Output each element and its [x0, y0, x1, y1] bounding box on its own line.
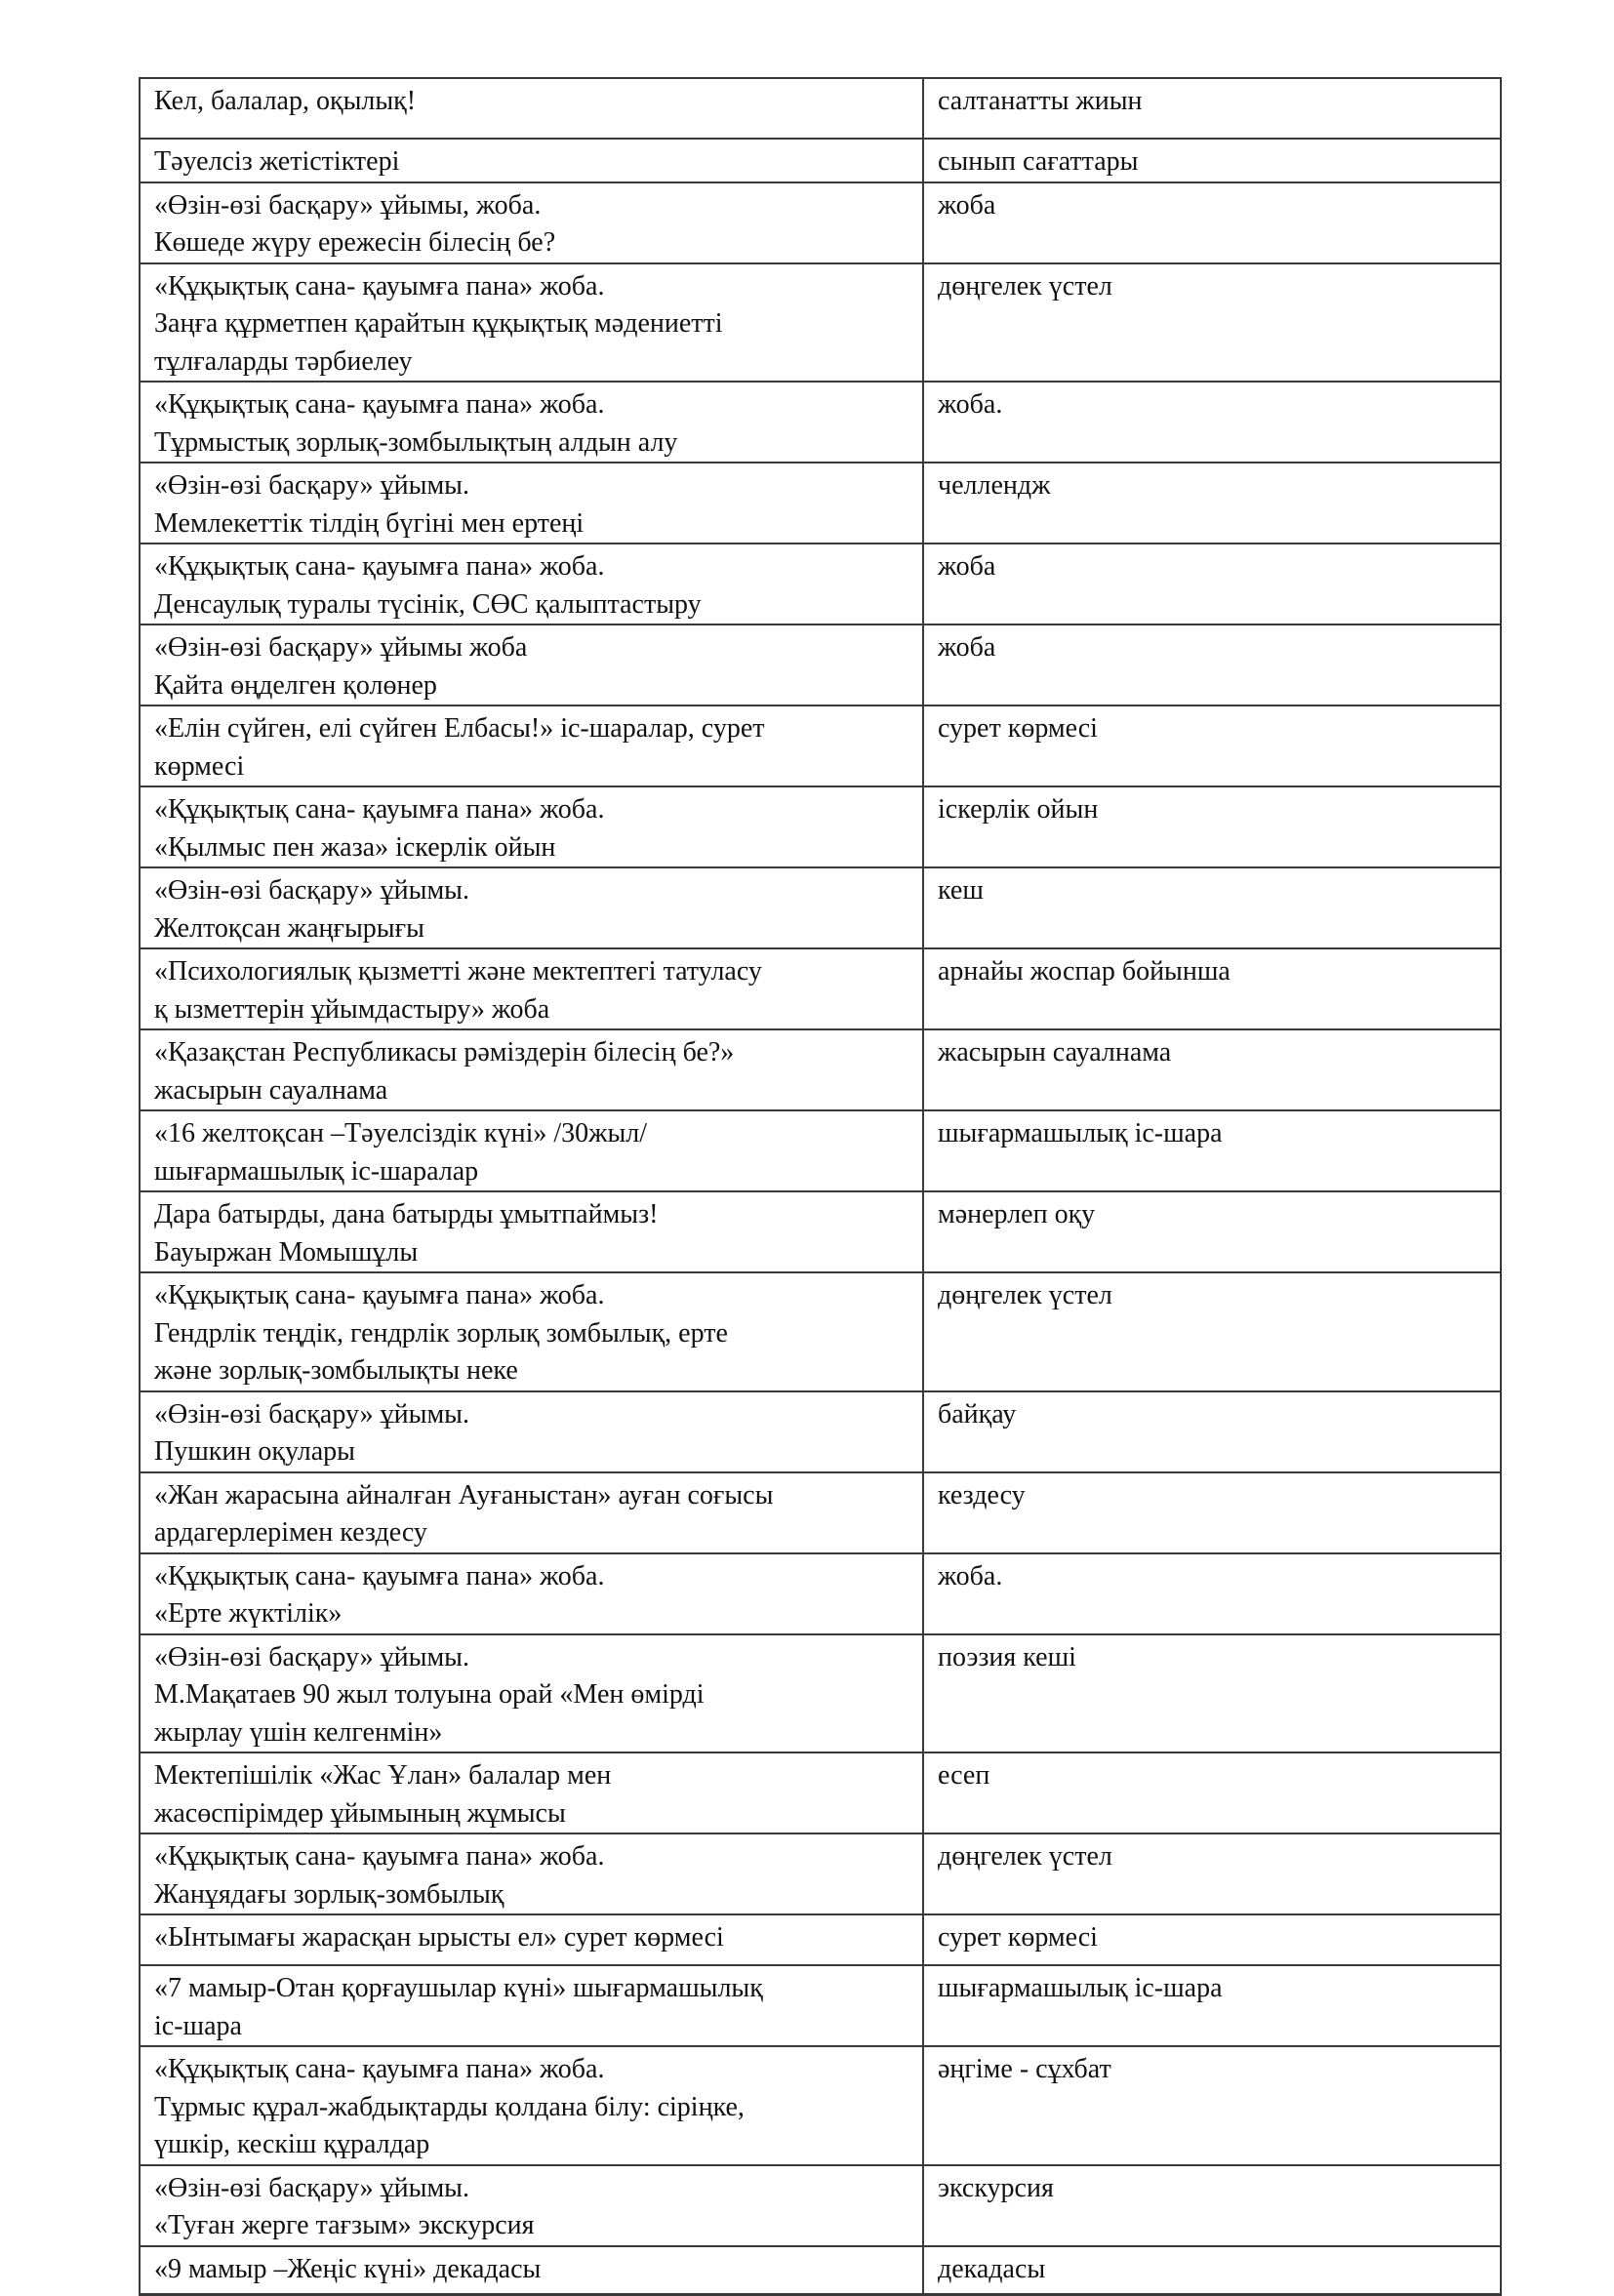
format-text: салтанатты жиын: [938, 86, 1143, 116]
format-text: жоба: [938, 551, 996, 582]
format-text: декадасы: [938, 2253, 1046, 2284]
table-row: [140, 1553, 1501, 1634]
event-text-line: «Өзін-өзі басқару» ұйымы жоба: [154, 632, 528, 663]
format-cell: [923, 544, 1501, 624]
event-cell: [140, 2165, 923, 2246]
event-text-line: Заңға құрметпен қарайтын құқықтық мәдениетті: [154, 308, 723, 339]
format-cell: [923, 1965, 1501, 2046]
event-text-line: «Құқықтық сана- қауымға пана» жоба.: [154, 551, 605, 582]
format-text: есеп: [938, 1760, 990, 1791]
table-row: [140, 624, 1501, 705]
event-cell: [140, 1914, 923, 1965]
format-text: шығармашылық іс-шара: [938, 1118, 1223, 1148]
format-cell: [923, 1029, 1501, 1110]
format-cell: [923, 1752, 1501, 1833]
table-row: [140, 1029, 1501, 1110]
format-cell: [923, 139, 1501, 182]
table-row: [140, 463, 1501, 544]
format-cell: [923, 1391, 1501, 1472]
event-text-line: Көшеде жүру ережесін білесің бе?: [154, 227, 556, 258]
event-text-line: «Өзін-өзі басқару» ұйымы.: [154, 1641, 469, 1672]
format-text: дөңгелек үстел: [938, 1841, 1112, 1872]
format-cell: [923, 463, 1501, 544]
format-text: іскерлік ойын: [938, 794, 1099, 825]
event-text-line: «Ынтымағы жарасқан ырысты ел» сурет көрмесі: [154, 1922, 724, 1953]
event-text-line: қ ызметтерін ұйымдастыру» жоба: [154, 993, 550, 1025]
format-text: сурет көрмесі: [938, 713, 1098, 744]
format-text: жоба.: [938, 389, 1003, 420]
event-text-line: жасырын сауалнама: [154, 1074, 388, 1106]
event-cell: [140, 182, 923, 263]
format-cell: [923, 2046, 1501, 2165]
event-text-line: үшкір, кескіш құралдар: [154, 2129, 430, 2159]
format-text: арнайы жоспар бойынша: [938, 956, 1231, 987]
event-text-line: «Өзін-өзі басқару» ұйымы.: [154, 1398, 469, 1430]
format-text: сынып сағаттары: [938, 146, 1139, 177]
format-text: әңгіме - сұхбат: [938, 2054, 1111, 2084]
table-row: [140, 786, 1501, 867]
event-cell: [140, 544, 923, 624]
table-row: [140, 1110, 1501, 1191]
format-text: жасырын сауалнама: [938, 1037, 1172, 1067]
table-row: [140, 182, 1501, 263]
event-text-line: Денсаулық туралы түсінік, СӨС қалыптастыру: [154, 588, 702, 620]
table-row: [140, 263, 1501, 383]
event-cell: [140, 786, 923, 867]
format-cell: [923, 182, 1501, 263]
event-text-line: «Өзін-өзі басқару» ұйымы, жоба.: [154, 189, 542, 221]
table-row: [140, 382, 1501, 463]
event-text-line: көрмесі: [154, 750, 245, 782]
event-text-line: Мемлекеттік тілдің бүгіні мен ертеңі: [154, 507, 585, 539]
events-table-body: [140, 78, 1501, 2295]
event-text-line: іс-шара: [154, 2010, 242, 2041]
event-text-line: жырлау үшін келгенмін»: [154, 1716, 443, 1748]
event-text-line: Дара батырды, дана батырды ұмытпаймыз!: [154, 1199, 659, 1229]
event-text-line: Жанұядағы зорлық-зомбылық: [154, 1878, 504, 1910]
format-text: жоба.: [938, 1560, 1003, 1591]
event-cell: [140, 1191, 923, 1272]
event-text-line: Кел, балалар, оқылық!: [154, 86, 417, 116]
event-cell: [140, 624, 923, 705]
event-cell: [140, 2046, 923, 2165]
format-cell: [923, 867, 1501, 948]
event-text-line: «Елін сүйген, елі сүйген Елбасы!» іс-шаралар, сурет: [154, 713, 765, 744]
event-cell: [140, 463, 923, 544]
event-cell: [140, 78, 923, 139]
format-cell: [923, 786, 1501, 867]
event-cell: [140, 2246, 923, 2295]
event-cell: [140, 1272, 923, 1391]
event-cell: [140, 1472, 923, 1553]
format-cell: [923, 2165, 1501, 2246]
event-text-line: Тұрмыс құрал-жабдықтарды қолдана білу: сіріңке,: [154, 2091, 745, 2122]
format-cell: [923, 2246, 1501, 2295]
format-cell: [923, 1914, 1501, 1965]
table-row: [140, 2046, 1501, 2165]
table-row: [140, 1191, 1501, 1272]
event-cell: [140, 1965, 923, 2046]
format-cell: [923, 1833, 1501, 1914]
event-text-line: шығармашылық іс-шаралар: [154, 1155, 479, 1187]
format-text: экскурсия: [938, 2172, 1054, 2203]
event-text-line: «Ерте жүктілік»: [154, 1598, 343, 1629]
event-text-line: және зорлық-зомбылықты неке: [154, 1355, 518, 1386]
format-text: жоба: [938, 632, 996, 663]
format-cell: [923, 382, 1501, 463]
event-cell: [140, 1634, 923, 1753]
event-cell: [140, 139, 923, 182]
event-cell: [140, 263, 923, 383]
event-text-line: «Өзін-өзі басқару» ұйымы.: [154, 875, 469, 906]
event-text-line: «Құқықтық сана- қауымға пана» жоба.: [154, 2054, 605, 2084]
table-row: [140, 78, 1501, 139]
event-text-line: «Құқықтық сана- қауымға пана» жоба.: [154, 1841, 605, 1872]
table-row: [140, 1914, 1501, 1965]
event-text-line: Мектепішілік «Жас Ұлан» балалар мен: [154, 1760, 612, 1791]
event-cell: [140, 867, 923, 948]
format-text: шығармашылық іс-шара: [938, 1973, 1223, 2003]
event-text-line: «7 мамыр-Отан қорғаушылар күні» шығармашылық: [154, 1973, 763, 2003]
format-text: дөңгелек үстел: [938, 1280, 1112, 1310]
format-text: байқау: [938, 1398, 1017, 1430]
event-text-line: «Жан жарасына айналған Ауғаныстан» ауған соғысы: [154, 1479, 774, 1511]
event-text-line: Желтоқсан жаңғырығы: [154, 912, 424, 944]
table-row: [140, 1965, 1501, 2046]
event-text-line: Қайта өңделген қолөнер: [154, 669, 437, 701]
event-cell: [140, 948, 923, 1029]
event-text-line: Пушкин оқулары: [154, 1436, 355, 1467]
event-text-line: «Психологиялық қызметті және мектептегі татуласу: [154, 956, 762, 987]
event-cell: [140, 1833, 923, 1914]
format-cell: [923, 948, 1501, 1029]
event-cell: [140, 1752, 923, 1833]
format-cell: [923, 1634, 1501, 1753]
format-cell: [923, 263, 1501, 383]
table-row: [140, 1391, 1501, 1472]
table-row: [140, 948, 1501, 1029]
event-text-line: «Құқықтық сана- қауымға пана» жоба.: [154, 389, 605, 420]
event-text-line: «Өзін-өзі басқару» ұйымы.: [154, 470, 469, 501]
event-text-line: «Құқықтық сана- қауымға пана» жоба.: [154, 1280, 605, 1310]
table-row: [140, 705, 1501, 786]
format-cell: [923, 78, 1501, 139]
format-cell: [923, 1553, 1501, 1634]
table-row: [140, 1833, 1501, 1914]
event-text-line: «Қылмыс пен жаза» іскерлік ойын: [154, 831, 556, 863]
event-text-line: «Құқықтық сана- қауымға пана» жоба.: [154, 794, 605, 825]
format-text: сурет көрмесі: [938, 1922, 1098, 1953]
table-row: [140, 867, 1501, 948]
event-text-line: М.Мақатаев 90 жыл толуына орай «Мен өмірді: [154, 1679, 705, 1710]
format-text: жоба: [938, 189, 996, 221]
format-cell: [923, 1191, 1501, 1272]
event-cell: [140, 1029, 923, 1110]
format-cell: [923, 705, 1501, 786]
event-cell: [140, 382, 923, 463]
event-text-line: «16 желтоқсан –Тәуелсіздік күні» /30жыл/: [154, 1118, 648, 1148]
table-row: [140, 1272, 1501, 1391]
event-text-line: Тұрмыстық зорлық-зомбылықтың алдын алу: [154, 426, 678, 458]
format-text: кеш: [938, 875, 984, 906]
event-text-line: «Туған жерге тағзым» экскурсия: [154, 2210, 535, 2240]
event-text-line: «Қазақстан Республикасы рәміздерін білесің бе?»: [154, 1037, 735, 1067]
event-cell: [140, 1110, 923, 1191]
event-text-line: «Құқықтық сана- қауымға пана» жоба.: [154, 270, 605, 302]
table-row: [140, 2246, 1501, 2295]
table-row: [140, 1752, 1501, 1833]
event-cell: [140, 1553, 923, 1634]
event-text-line: «Құқықтық сана- қауымға пана» жоба.: [154, 1560, 605, 1591]
format-text: дөңгелек үстел: [938, 270, 1112, 302]
events-table: [139, 77, 1502, 2296]
format-cell: [923, 1472, 1501, 1553]
table-row: [140, 1634, 1501, 1753]
event-cell: [140, 1391, 923, 1472]
event-text-line: «9 мамыр –Жеңіс күні» декадасы: [154, 2253, 542, 2284]
event-text-line: Гендрлік теңдік, гендрлік зорлық зомбылық, ерте: [154, 1317, 728, 1349]
event-text-line: Бауыржан Момышұлы: [154, 1236, 419, 1268]
format-text: мәнерлеп оқу: [938, 1199, 1096, 1229]
table-row: [140, 139, 1501, 182]
event-text-line: тұлғаларды тәрбиелеу: [154, 345, 413, 377]
table-row: [140, 1472, 1501, 1553]
format-text: челлендж: [938, 470, 1051, 501]
table-row: [140, 544, 1501, 624]
event-cell: [140, 705, 923, 786]
event-text-line: ардагерлерімен кездесу: [154, 1517, 427, 1548]
format-text: поэзия кеші: [938, 1641, 1076, 1672]
event-text-line: «Өзін-өзі басқару» ұйымы.: [154, 2172, 469, 2203]
format-cell: [923, 624, 1501, 705]
event-text-line: жасөспірімдер ұйымының жұмысы: [154, 1797, 566, 1829]
format-text: кездесу: [938, 1479, 1026, 1511]
format-cell: [923, 1110, 1501, 1191]
table-row: [140, 2165, 1501, 2246]
event-text-line: Тәуелсіз жетістіктері: [154, 146, 400, 177]
format-cell: [923, 1272, 1501, 1391]
